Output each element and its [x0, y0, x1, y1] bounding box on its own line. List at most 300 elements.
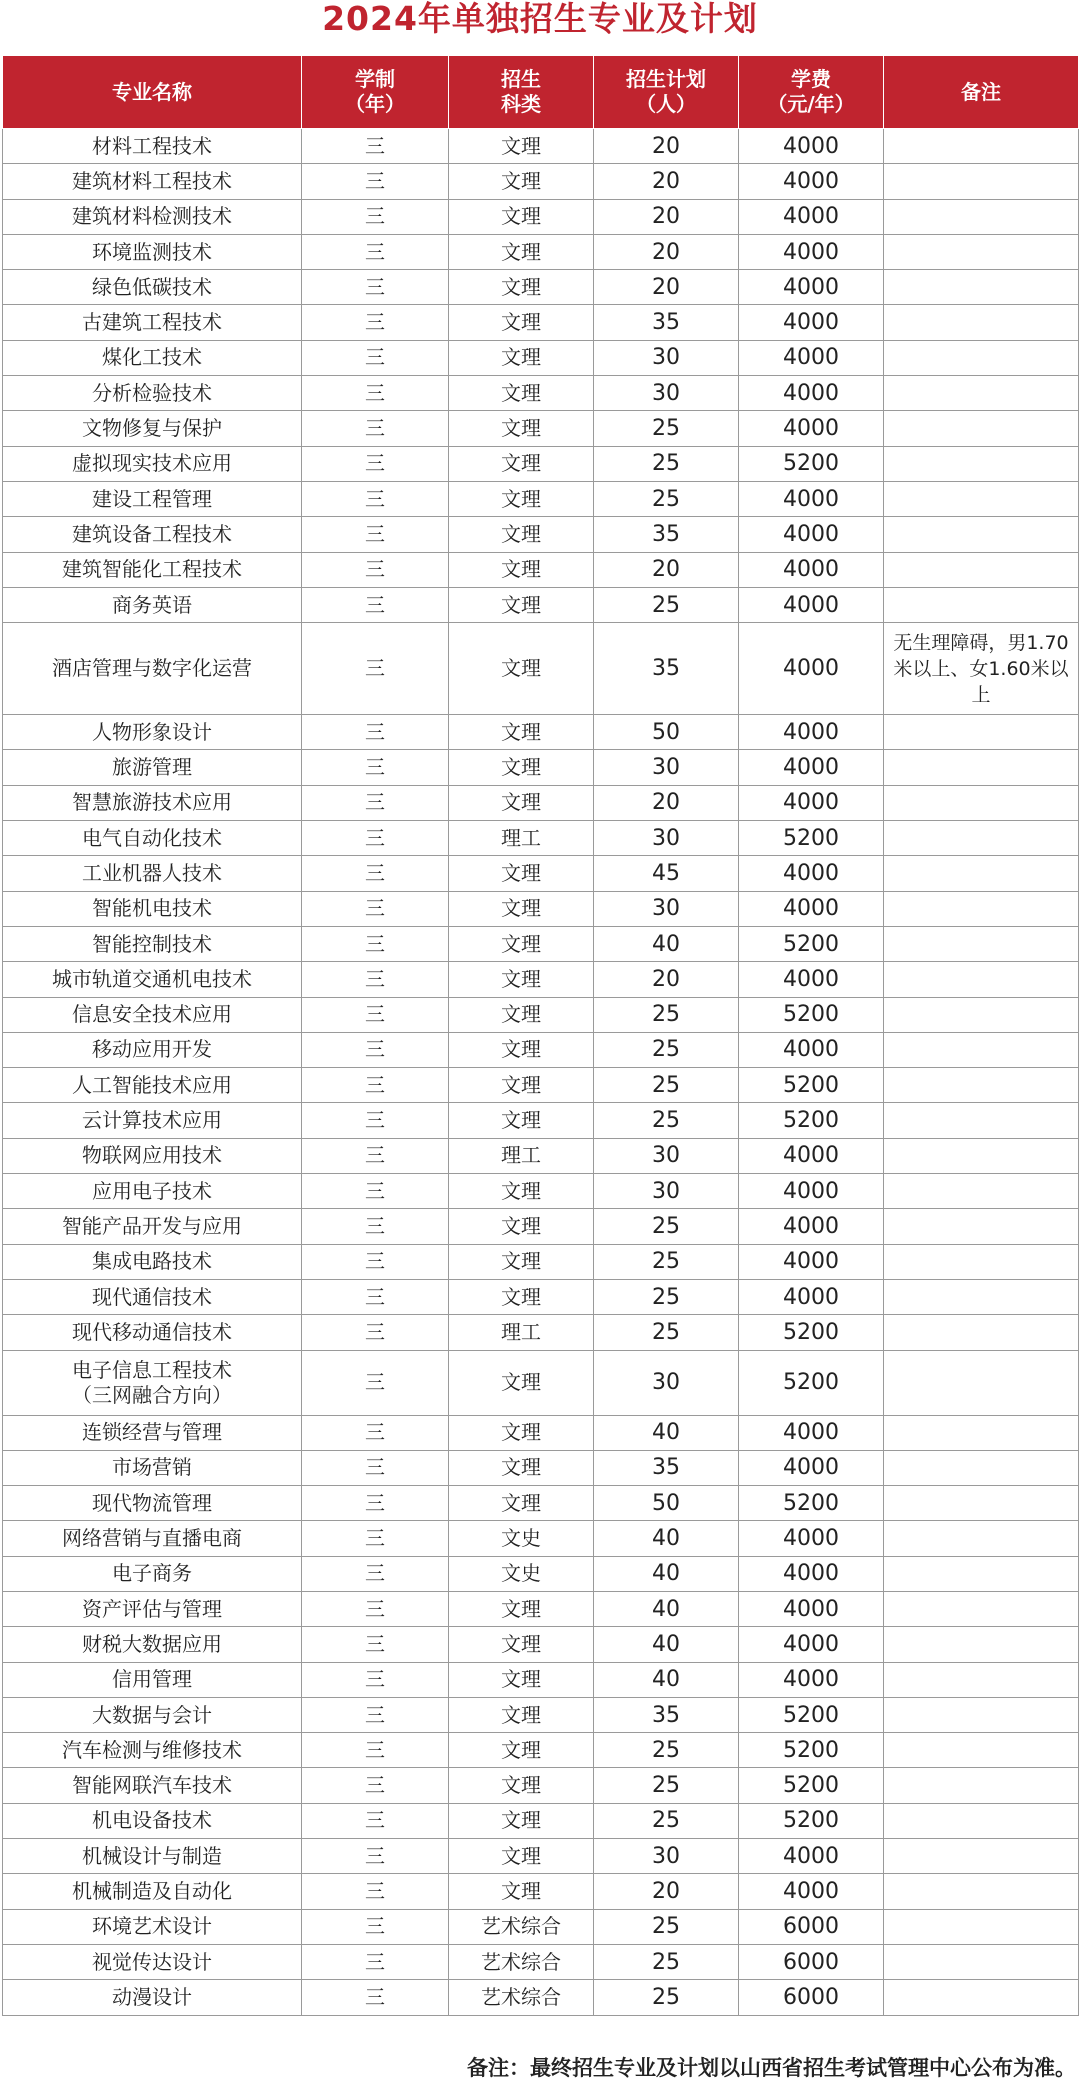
table-row: [3, 411, 1079, 446]
table-row: [3, 1450, 1079, 1485]
major-cell: [3, 1209, 302, 1244]
years-cell: 三: [302, 446, 449, 481]
plan-cell: 40: [594, 1627, 739, 1662]
major-name: 环境监测技术: [92, 239, 212, 264]
plan-cell: 25: [594, 1032, 739, 1067]
table-row: [3, 715, 1079, 750]
plan-cell: 25: [594, 1909, 739, 1944]
fee-cell: 4000: [739, 234, 884, 269]
plan-cell: 20: [594, 129, 739, 164]
category-cell: 文理: [449, 305, 594, 340]
plan-cell: 25: [594, 481, 739, 516]
table-row: [3, 1662, 1079, 1697]
category-cell: 文理: [449, 891, 594, 926]
category-cell: 文理: [449, 1209, 594, 1244]
major-cell: [3, 552, 302, 587]
note-cell: [884, 1944, 1079, 1979]
major-cell: [3, 1486, 302, 1521]
plan-cell: 25: [594, 1944, 739, 1979]
category-cell: 理工: [449, 821, 594, 856]
major-cell: [3, 750, 302, 785]
table-row: [3, 750, 1079, 785]
category-cell: 文理: [449, 997, 594, 1032]
plan-cell: 40: [594, 1662, 739, 1697]
header-fee: 学费 （元/年）: [739, 56, 884, 129]
category-cell: 艺术综合: [449, 1980, 594, 2015]
table-row: [3, 962, 1079, 997]
major-name: 建筑设备工程技术: [72, 521, 232, 546]
major-name: 智慧旅游技术应用: [72, 790, 232, 815]
note-cell: [884, 1032, 1079, 1067]
table-row: [3, 1103, 1079, 1138]
major-name: 物联网应用技术: [82, 1143, 222, 1168]
note-cell: [884, 1556, 1079, 1591]
category-cell: 文理: [449, 1591, 594, 1626]
category-cell: 文理: [449, 446, 594, 481]
table-row: [3, 1244, 1079, 1279]
major-name: 旅游管理: [112, 755, 192, 780]
fee-cell: 4000: [739, 305, 884, 340]
category-cell: 文理: [449, 1450, 594, 1485]
years-cell: 三: [302, 1591, 449, 1626]
plan-cell: 35: [594, 623, 739, 715]
table-row: [3, 1415, 1079, 1450]
plan-cell: 25: [594, 1103, 739, 1138]
table-row: [3, 1521, 1079, 1556]
category-cell: 文理: [449, 481, 594, 516]
years-cell: 三: [302, 1450, 449, 1485]
years-cell: 三: [302, 891, 449, 926]
fee-cell: 5200: [739, 446, 884, 481]
fee-cell: 5200: [739, 1733, 884, 1768]
major-name: 人物形象设计: [92, 719, 212, 744]
major-cell: [3, 926, 302, 961]
years-cell: 三: [302, 1839, 449, 1874]
note-cell: [884, 376, 1079, 411]
plan-cell: 20: [594, 1874, 739, 1909]
major-cell: [3, 1697, 302, 1732]
years-cell: 三: [302, 234, 449, 269]
years-cell: 三: [302, 1315, 449, 1350]
years-cell: 三: [302, 1103, 449, 1138]
major-cell: [3, 376, 302, 411]
major-name: 电子商务: [112, 1561, 192, 1586]
major-name: 网络营销与直播电商: [62, 1526, 242, 1551]
years-cell: 三: [302, 1662, 449, 1697]
note-cell: [884, 446, 1079, 481]
table-row: [3, 517, 1079, 552]
category-cell: 文理: [449, 340, 594, 375]
years-cell: 三: [302, 1556, 449, 1591]
table-row: [3, 821, 1079, 856]
plan-cell: 25: [594, 1244, 739, 1279]
table-row: [3, 785, 1079, 820]
category-cell: 文理: [449, 1697, 594, 1732]
plan-cell: 50: [594, 1486, 739, 1521]
major-name: 资产评估与管理: [82, 1596, 222, 1621]
fee-cell: 4000: [739, 129, 884, 164]
category-cell: 文史: [449, 1556, 594, 1591]
table-row: [3, 1874, 1079, 1909]
fee-cell: 4000: [739, 785, 884, 820]
major-cell: [3, 1662, 302, 1697]
major-cell: [3, 1350, 302, 1415]
major-cell: [3, 270, 302, 305]
major-cell: [3, 1138, 302, 1173]
fee-cell: 4000: [739, 587, 884, 622]
note-cell: [884, 997, 1079, 1032]
major-cell: [3, 997, 302, 1032]
major-name: 智能机电技术: [92, 896, 212, 921]
major-cell: [3, 129, 302, 164]
major-cell: [3, 305, 302, 340]
major-name: 机电设备技术: [92, 1808, 212, 1833]
plan-cell: 20: [594, 785, 739, 820]
major-name: 电气自动化技术: [82, 825, 222, 850]
note-cell: 无生理障碍，男1.70米以上、女1.60米以上: [884, 623, 1079, 715]
table-row: [3, 1909, 1079, 1944]
years-cell: 三: [302, 623, 449, 715]
fee-cell: 5200: [739, 1803, 884, 1838]
note-cell: [884, 1909, 1079, 1944]
major-name: 信息安全技术应用: [72, 1002, 232, 1027]
category-cell: 文理: [449, 1103, 594, 1138]
note-cell: [884, 1315, 1079, 1350]
fee-cell: 5200: [739, 1315, 884, 1350]
note-cell: [884, 1279, 1079, 1314]
years-cell: 三: [302, 1244, 449, 1279]
note-cell: [884, 1874, 1079, 1909]
fee-cell: 4000: [739, 750, 884, 785]
note-cell: [884, 1591, 1079, 1626]
major-name: 市场营销: [112, 1455, 192, 1480]
table-row: [3, 997, 1079, 1032]
category-cell: 文理: [449, 411, 594, 446]
fee-cell: 5200: [739, 1486, 884, 1521]
major-cell: [3, 1315, 302, 1350]
category-cell: 文理: [449, 1662, 594, 1697]
major-name: 虚拟现实技术应用: [72, 451, 232, 476]
years-cell: 三: [302, 1697, 449, 1732]
table-row: [3, 1980, 1079, 2015]
category-cell: 文理: [449, 164, 594, 199]
years-cell: 三: [302, 962, 449, 997]
major-name: 建设工程管理: [92, 486, 212, 511]
category-cell: 文理: [449, 552, 594, 587]
major-cell: [3, 1103, 302, 1138]
category-cell: 文理: [449, 856, 594, 891]
note-cell: [884, 1803, 1079, 1838]
table-row: [3, 446, 1079, 481]
plan-cell: 40: [594, 1556, 739, 1591]
years-cell: 三: [302, 750, 449, 785]
plan-cell: 45: [594, 856, 739, 891]
fee-cell: 4000: [739, 856, 884, 891]
table-row: [3, 1768, 1079, 1803]
fee-cell: 4000: [739, 199, 884, 234]
note-cell: [884, 1209, 1079, 1244]
plan-cell: 25: [594, 997, 739, 1032]
years-cell: 三: [302, 1909, 449, 1944]
table-row: [3, 1591, 1079, 1626]
major-name: 人工智能技术应用: [72, 1072, 232, 1097]
years-cell: 三: [302, 785, 449, 820]
major-cell: [3, 340, 302, 375]
plan-cell: 40: [594, 926, 739, 961]
table-row: [3, 926, 1079, 961]
years-cell: 三: [302, 997, 449, 1032]
major-name: 汽车检测与维修技术: [62, 1737, 242, 1762]
years-cell: 三: [302, 1279, 449, 1314]
table-row: [3, 270, 1079, 305]
major-cell: [3, 623, 302, 715]
major-name: 文物修复与保护: [82, 416, 222, 441]
page-title: 2024年单独招生专业及计划: [322, 0, 758, 38]
category-cell: 文理: [449, 623, 594, 715]
years-cell: 三: [302, 1415, 449, 1450]
major-name: 现代移动通信技术: [72, 1319, 232, 1344]
note-cell: [884, 821, 1079, 856]
note-cell: [884, 411, 1079, 446]
table-row: [3, 856, 1079, 891]
category-cell: 艺术综合: [449, 1944, 594, 1979]
table-row: [3, 164, 1079, 199]
major-name: 分析检验技术: [92, 380, 212, 405]
major-name: 酒店管理与数字化运营: [52, 656, 252, 681]
fee-cell: 5200: [739, 1103, 884, 1138]
fee-cell: 4000: [739, 623, 884, 715]
note-cell: [884, 199, 1079, 234]
category-cell: 文史: [449, 1521, 594, 1556]
major-name: 集成电路技术: [92, 1249, 212, 1274]
major-name: 现代物流管理: [92, 1490, 212, 1515]
category-cell: 文理: [449, 715, 594, 750]
note-cell: [884, 129, 1079, 164]
fee-cell: 4000: [739, 1556, 884, 1591]
years-cell: 三: [302, 517, 449, 552]
table-row: [3, 623, 1079, 715]
plan-cell: 25: [594, 1733, 739, 1768]
years-cell: 三: [302, 1980, 449, 2015]
plan-cell: 30: [594, 891, 739, 926]
note-cell: [884, 552, 1079, 587]
plan-cell: 40: [594, 1521, 739, 1556]
major-cell: [3, 1174, 302, 1209]
note-cell: [884, 234, 1079, 269]
years-cell: 三: [302, 199, 449, 234]
note-cell: [884, 1980, 1079, 2015]
note-cell: [884, 1733, 1079, 1768]
major-cell: [3, 1909, 302, 1944]
years-cell: 三: [302, 481, 449, 516]
plan-cell: 40: [594, 1591, 739, 1626]
category-cell: 理工: [449, 1315, 594, 1350]
note-cell: [884, 962, 1079, 997]
note-cell: [884, 1450, 1079, 1485]
major-cell: [3, 411, 302, 446]
category-cell: 文理: [449, 376, 594, 411]
category-cell: 文理: [449, 1874, 594, 1909]
category-cell: 文理: [449, 1279, 594, 1314]
plan-cell: 25: [594, 1209, 739, 1244]
major-subname: （三网融合方向）: [72, 1382, 232, 1407]
category-cell: 文理: [449, 1244, 594, 1279]
fee-cell: 5200: [739, 1768, 884, 1803]
years-cell: 三: [302, 129, 449, 164]
years-cell: 三: [302, 1627, 449, 1662]
years-cell: 三: [302, 926, 449, 961]
fee-cell: 5200: [739, 821, 884, 856]
header-note: 备注: [884, 56, 1079, 129]
category-cell: 文理: [449, 234, 594, 269]
years-cell: 三: [302, 1174, 449, 1209]
plan-cell: 30: [594, 1174, 739, 1209]
note-cell: [884, 1486, 1079, 1521]
table-row: [3, 234, 1079, 269]
plan-cell: 30: [594, 1138, 739, 1173]
category-cell: 文理: [449, 926, 594, 961]
plan-cell: 25: [594, 1068, 739, 1103]
plan-cell: 20: [594, 234, 739, 269]
fee-cell: 4000: [739, 1662, 884, 1697]
fee-cell: 4000: [739, 1138, 884, 1173]
table-row: [3, 891, 1079, 926]
years-cell: 三: [302, 1733, 449, 1768]
major-cell: [3, 1032, 302, 1067]
fee-cell: 4000: [739, 411, 884, 446]
category-cell: 文理: [449, 1733, 594, 1768]
major-name: 建筑智能化工程技术: [62, 557, 242, 582]
major-cell: [3, 891, 302, 926]
table-row: [3, 481, 1079, 516]
note-cell: [884, 1244, 1079, 1279]
note-cell: [884, 926, 1079, 961]
table-row: [3, 129, 1079, 164]
major-cell: [3, 164, 302, 199]
years-cell: 三: [302, 587, 449, 622]
note-cell: [884, 587, 1079, 622]
plan-cell: 30: [594, 821, 739, 856]
category-cell: 文理: [449, 1350, 594, 1415]
major-name: 城市轨道交通机电技术: [52, 966, 252, 991]
major-name: 建筑材料工程技术: [72, 168, 232, 193]
category-cell: 文理: [449, 1174, 594, 1209]
note-cell: [884, 856, 1079, 891]
table-row: [3, 376, 1079, 411]
years-cell: 三: [302, 1768, 449, 1803]
major-cell: [3, 715, 302, 750]
header-major: 专业名称: [3, 56, 302, 129]
major-name: 智能控制技术: [92, 931, 212, 956]
fee-cell: 4000: [739, 517, 884, 552]
major-name: 财税大数据应用: [82, 1631, 222, 1656]
table-row: [3, 1209, 1079, 1244]
note-cell: [884, 1768, 1079, 1803]
years-cell: 三: [302, 1521, 449, 1556]
fee-cell: 5200: [739, 1350, 884, 1415]
years-cell: 三: [302, 305, 449, 340]
table-row: [3, 305, 1079, 340]
years-cell: 三: [302, 340, 449, 375]
plan-cell: 35: [594, 517, 739, 552]
major-cell: [3, 1980, 302, 2015]
plan-cell: 25: [594, 1768, 739, 1803]
years-cell: 三: [302, 1944, 449, 1979]
major-cell: [3, 1874, 302, 1909]
major-cell: [3, 1450, 302, 1485]
fee-cell: 4000: [739, 891, 884, 926]
plan-cell: 40: [594, 1415, 739, 1450]
fee-cell: 4000: [739, 376, 884, 411]
category-cell: 理工: [449, 1138, 594, 1173]
header-category: 招生 科类: [449, 56, 594, 129]
plan-cell: 35: [594, 305, 739, 340]
major-cell: [3, 1556, 302, 1591]
years-cell: 三: [302, 1068, 449, 1103]
fee-cell: 5200: [739, 1697, 884, 1732]
table-row: [3, 199, 1079, 234]
admission-plan-table: [2, 55, 1079, 2016]
major-name: 现代通信技术: [92, 1284, 212, 1309]
table-row: [3, 1944, 1079, 1979]
plan-cell: 20: [594, 962, 739, 997]
plan-cell: 20: [594, 199, 739, 234]
plan-cell: 25: [594, 411, 739, 446]
major-name: 连锁经营与管理: [82, 1420, 222, 1445]
plan-cell: 30: [594, 1350, 739, 1415]
table-row: [3, 552, 1079, 587]
major-name: 云计算技术应用: [82, 1108, 222, 1133]
major-cell: [3, 199, 302, 234]
note-cell: [884, 1174, 1079, 1209]
years-cell: 三: [302, 552, 449, 587]
major-name: 工业机器人技术: [82, 860, 222, 885]
fee-cell: 4000: [739, 715, 884, 750]
category-cell: 文理: [449, 962, 594, 997]
years-cell: 三: [302, 1486, 449, 1521]
major-name: 应用电子技术: [92, 1178, 212, 1203]
category-cell: 文理: [449, 129, 594, 164]
note-cell: [884, 1138, 1079, 1173]
years-cell: 三: [302, 821, 449, 856]
fee-cell: 4000: [739, 1032, 884, 1067]
note-cell: [884, 1350, 1079, 1415]
fee-cell: 6000: [739, 1909, 884, 1944]
years-cell: 三: [302, 715, 449, 750]
fee-cell: 4000: [739, 1174, 884, 1209]
note-cell: [884, 481, 1079, 516]
major-name: 智能产品开发与应用: [62, 1213, 242, 1238]
note-cell: [884, 1697, 1079, 1732]
table-row: [3, 1627, 1079, 1662]
fee-cell: 4000: [739, 164, 884, 199]
category-cell: 文理: [449, 1068, 594, 1103]
years-cell: 三: [302, 1350, 449, 1415]
major-name: 材料工程技术: [92, 133, 212, 158]
plan-cell: 30: [594, 340, 739, 375]
plan-cell: 25: [594, 1279, 739, 1314]
major-cell: [3, 1591, 302, 1626]
table-row: [3, 1839, 1079, 1874]
years-cell: 三: [302, 411, 449, 446]
fee-cell: 4000: [739, 552, 884, 587]
table-row: [3, 1697, 1079, 1732]
note-cell: [884, 340, 1079, 375]
major-cell: [3, 962, 302, 997]
major-cell: [3, 517, 302, 552]
table-row: [3, 1138, 1079, 1173]
years-cell: 三: [302, 1803, 449, 1838]
